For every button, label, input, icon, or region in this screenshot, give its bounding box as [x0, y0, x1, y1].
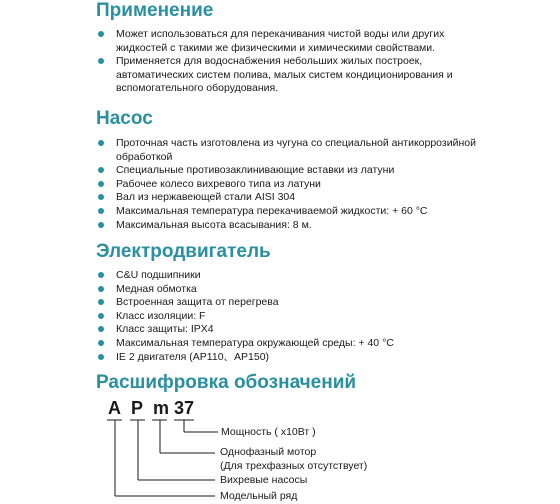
code-letter-m: m: [153, 398, 170, 418]
desc-single-phase: Однофазный мотор: [220, 446, 317, 458]
bullet-icon: [98, 313, 104, 319]
list-item: Максимальная высота всасывания: 8 м.: [96, 219, 482, 233]
code-letter-a: A: [108, 398, 121, 418]
list-item: Медная обмотка: [96, 283, 496, 297]
list-item: Специальные противозаклинивающие вставки из латуни: [96, 164, 482, 178]
bullet-icon: [98, 354, 104, 360]
list-item: Рабочее колесо вихревого типа из латуни: [96, 178, 482, 192]
list-item: Вал из нержавеющей стали AISI 304: [96, 191, 482, 205]
application-list: [96, 28, 476, 96]
motor-list: [96, 269, 496, 364]
bullet-icon: [98, 272, 104, 278]
list-item: Проточная часть изготовлена из чугуна со специальной антикоррозийной обработкой: [96, 137, 482, 164]
bullet-icon: [98, 326, 104, 332]
bullet-icon: [98, 340, 104, 346]
desc-power: Мощность ( x10Вт ): [221, 426, 316, 438]
heading-application: Применение: [96, 0, 214, 21]
list-item: IE 2 двигателя (AP110、AP150): [96, 351, 496, 365]
bullet-icon: [98, 167, 104, 173]
list-item: Может использоваться для перекачивания чистой воды или других жидкостей с такими же физическими и химическими свойствами.: [96, 28, 476, 55]
pump-list: [96, 137, 482, 232]
list-item: Максимальная температура перекачиваемой жидкости: + 60 °C: [96, 205, 482, 219]
bullet-icon: [98, 181, 104, 187]
list-item: Класс изоляции: F: [96, 310, 496, 324]
bullet-icon: [98, 208, 104, 214]
desc-three-phase-note: (Для трехфазных отсутствует): [220, 460, 368, 472]
bullet-icon: [98, 299, 104, 305]
list-item: Максимальная температура окружающей среды: + 40 °C: [96, 337, 496, 351]
heading-motor: Электродвигатель: [96, 241, 271, 262]
bullet-icon: [98, 140, 104, 146]
list-item: Класс защиты: IPX4: [96, 323, 496, 337]
list-item: C&U подшипники: [96, 269, 496, 283]
list-item: Встроенная защита от перегрева: [96, 296, 496, 310]
bullet-icon: [98, 222, 104, 228]
bullet-icon: [98, 31, 104, 37]
code-letter-p: P: [131, 398, 144, 418]
bullet-icon: [98, 286, 104, 292]
heading-designation: Расшифровка обозначений: [96, 372, 357, 393]
list-item: Применяется для водоснабжения небольших жилых построек, автоматических систем полива, малых систем кондиционирования и вспомогательного оборудования.: [96, 55, 476, 96]
bullet-icon: [98, 194, 104, 200]
heading-pump: Насос: [96, 108, 153, 129]
desc-vortex: Вихревые насосы: [220, 474, 308, 486]
code-power-number: 37: [174, 398, 195, 418]
desc-model-range: Модельный ряд: [220, 490, 298, 502]
bullet-icon: [98, 58, 104, 64]
